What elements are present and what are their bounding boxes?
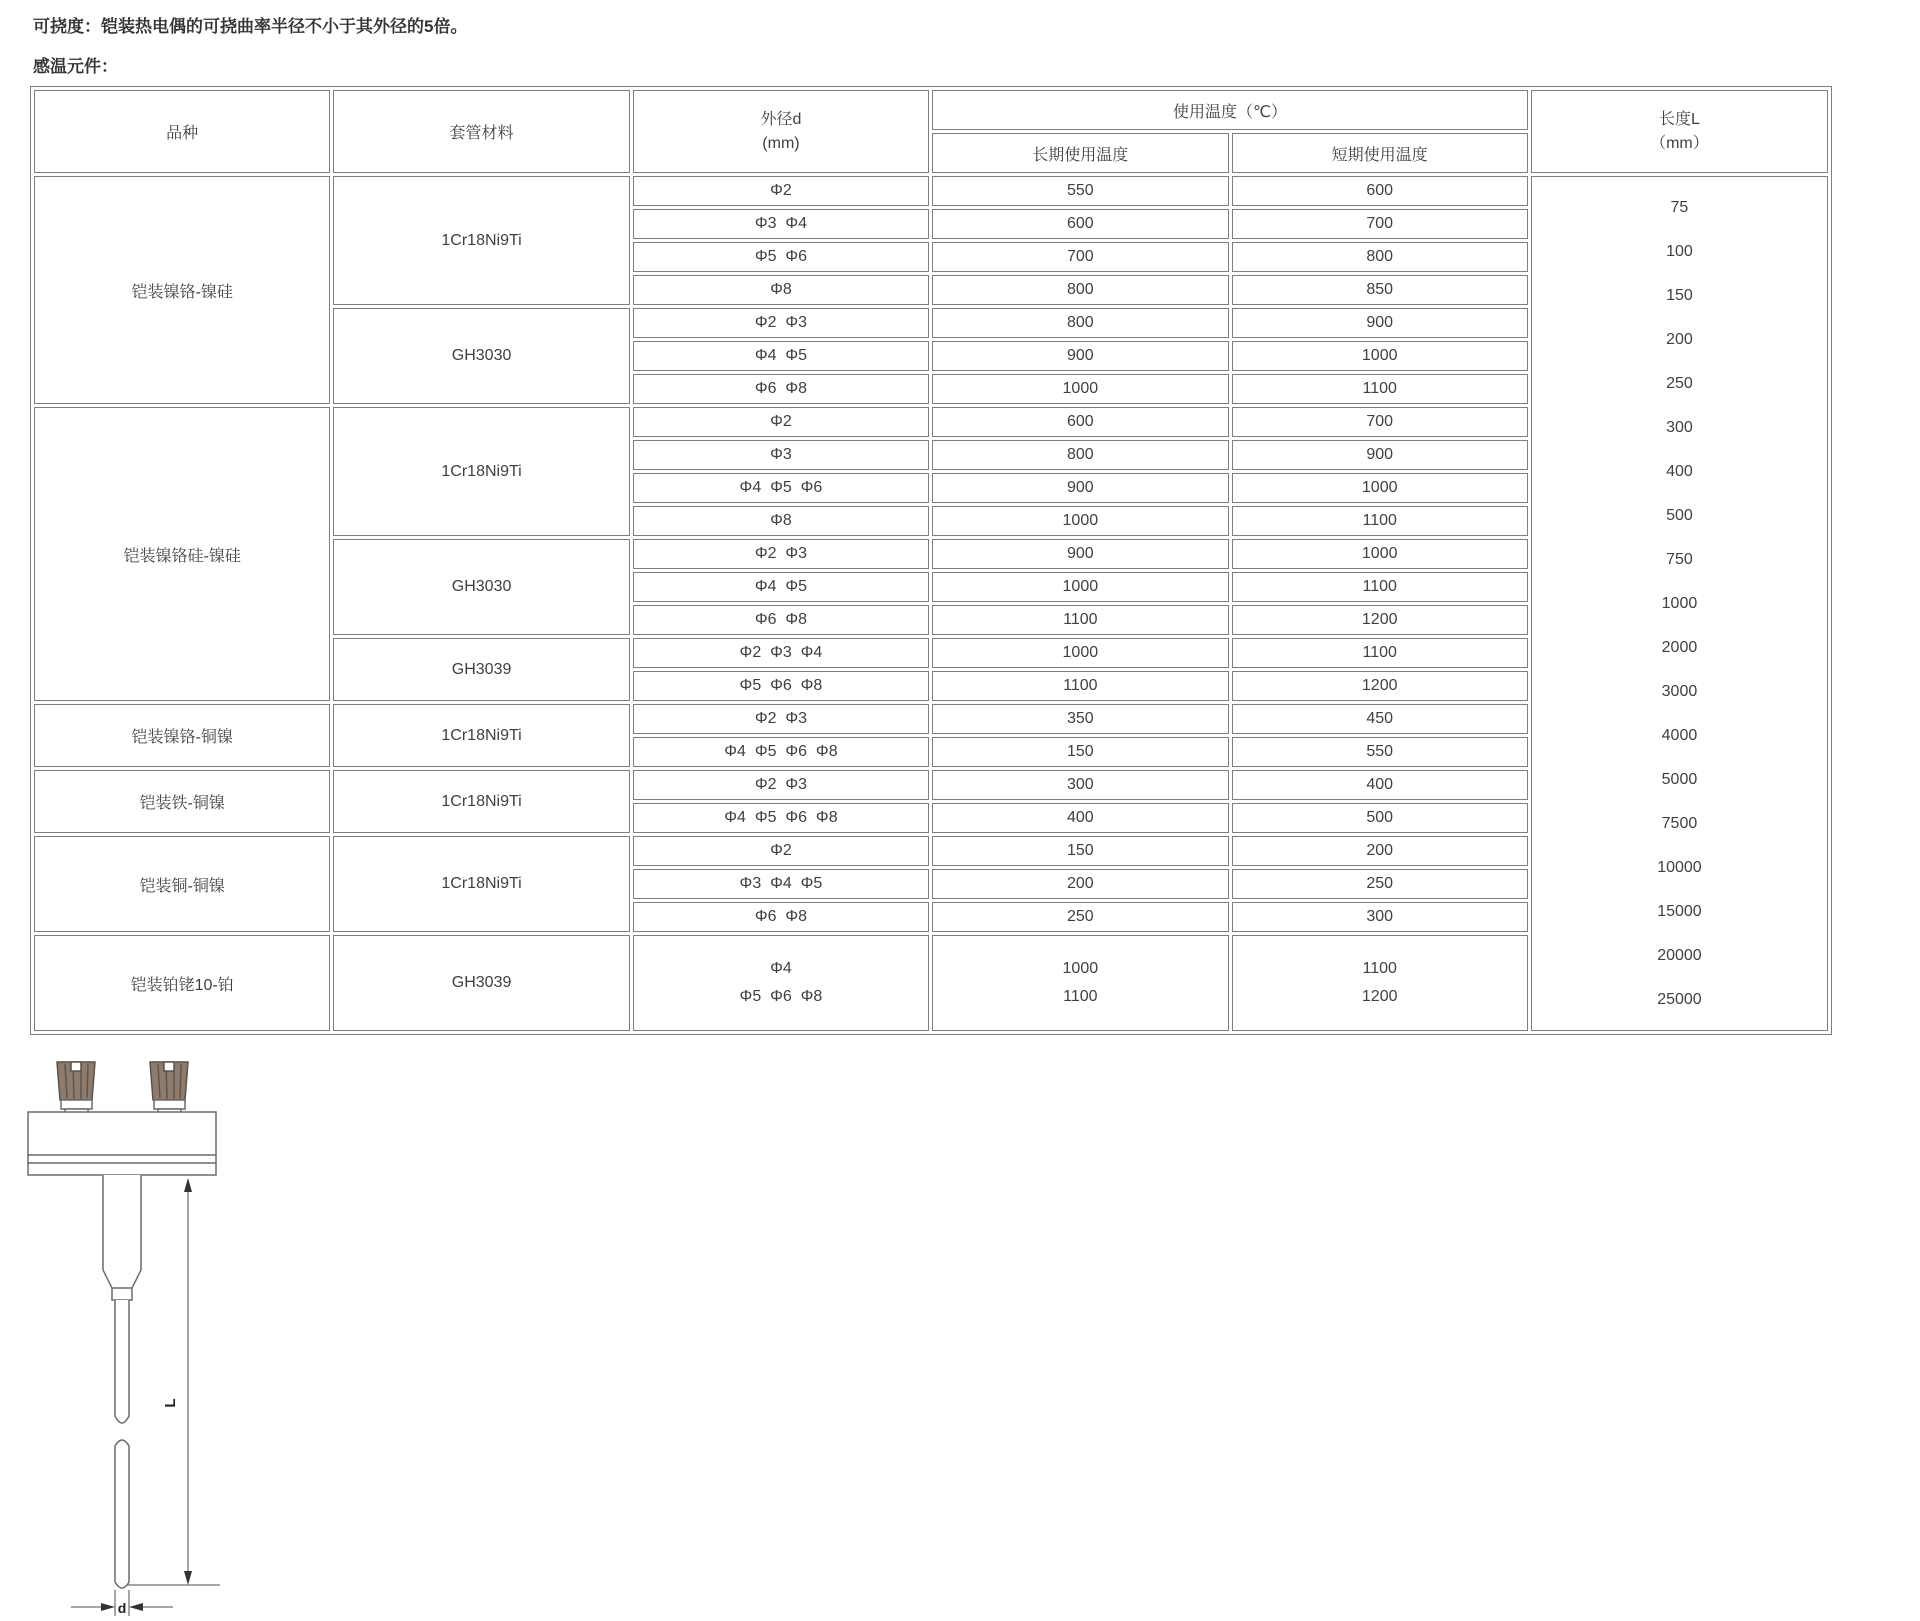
sheath-material-cell: 1Cr18Ni9Ti — [333, 836, 629, 932]
probe-sheath — [103, 1175, 141, 1588]
length-value: 10000 — [1657, 858, 1702, 876]
outer-diameter-cell: Φ4 Φ5 Φ6 Φ8 — [633, 803, 929, 833]
long-term-temp-cell: 150 — [932, 836, 1228, 866]
short-term-temp-cell: 1100 — [1232, 572, 1528, 602]
short-term-temp-cell: 1200 — [1232, 671, 1528, 701]
length-value: 150 — [1666, 286, 1693, 304]
outer-diameter-cell: Φ2 — [633, 176, 929, 206]
connection-head — [28, 1112, 216, 1175]
variety-cell: 铠装镍铬硅-镍硅 — [34, 407, 330, 701]
outer-diameter-cell: Φ2 — [633, 407, 929, 437]
short-term-temp-cell: 850 — [1232, 275, 1528, 305]
sheath-material-cell: GH3030 — [333, 539, 629, 635]
long-term-temp-cell: 350 — [932, 704, 1228, 734]
sheath-material-cell: GH3039 — [333, 935, 629, 1031]
col-header-use-temperature: 使用温度（℃） — [932, 90, 1528, 130]
length-value: 75 — [1670, 198, 1689, 216]
short-term-temp-cell: 1200 — [1232, 605, 1528, 635]
note-flexibility: 可挠度：铠装热电偶的可挠曲率半径不小于其外径的5倍。 — [33, 17, 468, 36]
short-term-temp-cell: 1100 — [1232, 506, 1528, 536]
outer-diameter-cell: Φ4 Φ5 Φ6 Φ8 — [633, 737, 929, 767]
short-term-temp-cell: 700 — [1232, 209, 1528, 239]
long-term-temp-cell: 1000 — [932, 506, 1228, 536]
length-value: 1000 — [1661, 594, 1698, 612]
length-value: 15000 — [1657, 902, 1702, 920]
outer-diameter-cell: Φ5 Φ6 — [633, 242, 929, 272]
outer-diameter-cell: Φ8 — [633, 506, 929, 536]
long-term-temp-cell: 300 — [932, 770, 1228, 800]
outer-diameter-cell: Φ2 — [633, 836, 929, 866]
long-term-temp-cell: 1000 — [932, 572, 1228, 602]
col-header-short-term: 短期使用温度 — [1232, 133, 1528, 173]
short-term-temp-cell: 700 — [1232, 407, 1528, 437]
short-term-temp-cell: 800 — [1232, 242, 1528, 272]
short-term-temp-cell: 1100 1200 — [1232, 935, 1528, 1031]
short-term-temp-cell: 1000 — [1232, 539, 1528, 569]
col-header-outer-diameter — [633, 90, 929, 173]
outer-diameter-cell: Φ6 Φ8 — [633, 605, 929, 635]
outer-diameter-cell: Φ4 Φ5 Φ6 Φ8 — [633, 935, 929, 1031]
variety-cell: 铠装铜-铜镍 — [34, 836, 330, 932]
sheath-material-cell: 1Cr18Ni9Ti — [333, 407, 629, 536]
table-row — [34, 176, 1828, 206]
col-header-variety: 品种 — [34, 90, 330, 173]
length-value: 5000 — [1661, 770, 1698, 788]
length-label: L — [162, 1398, 179, 1408]
long-term-temp-cell: 900 — [932, 539, 1228, 569]
diameter-label: d — [117, 1600, 127, 1616]
length-value: 20000 — [1657, 946, 1702, 964]
long-term-temp-cell: 550 — [932, 176, 1228, 206]
short-term-temp-cell: 1100 — [1232, 638, 1528, 668]
short-term-temp-cell: 200 — [1232, 836, 1528, 866]
outer-diameter-line1: 外径d — [760, 110, 802, 128]
outer-diameter-cell: Φ2 Φ3 — [633, 539, 929, 569]
length-value: 300 — [1666, 418, 1693, 436]
outer-diameter-cell: Φ4 Φ5 Φ6 — [633, 473, 929, 503]
long-term-temp-cell: 700 — [932, 242, 1228, 272]
variety-cell: 铠装铂铑10-铂 — [34, 935, 330, 1031]
short-term-temp-cell: 600 — [1232, 176, 1528, 206]
outer-diameter-cell: Φ3 Φ4 — [633, 209, 929, 239]
long-term-temp-cell: 600 — [932, 209, 1228, 239]
col-header-length — [1531, 90, 1828, 173]
long-term-temp-cell: 800 — [932, 440, 1228, 470]
short-term-temp-cell: 1000 — [1232, 341, 1528, 371]
outer-diameter-cell: Φ6 Φ8 — [633, 374, 929, 404]
outer-diameter-cell: Φ4 Φ5 — [633, 572, 929, 602]
sheath-material-cell: 1Cr18Ni9Ti — [333, 176, 629, 305]
outer-diameter-cell: Φ2 Φ3 — [633, 770, 929, 800]
terminal-knob-icon — [150, 1062, 188, 1119]
short-term-temp-cell: 500 — [1232, 803, 1528, 833]
outer-diameter-cell: Φ2 Φ3 — [633, 704, 929, 734]
long-term-temp-cell: 600 — [932, 407, 1228, 437]
length-value: 750 — [1666, 550, 1693, 568]
long-term-temp-cell: 1100 — [932, 671, 1228, 701]
variety-cell: 铠装铁-铜镍 — [34, 770, 330, 833]
long-term-temp-cell: 1000 — [932, 638, 1228, 668]
length-value: 3000 — [1661, 682, 1698, 700]
outer-diameter-cell: Φ6 Φ8 — [633, 902, 929, 932]
long-term-temp-cell: 150 — [932, 737, 1228, 767]
note-sensing-element: 感温元件： — [33, 57, 118, 76]
length-value: 400 — [1666, 462, 1693, 480]
outer-diameter-cell: Φ5 Φ6 Φ8 — [633, 671, 929, 701]
long-term-temp-cell: 900 — [932, 473, 1228, 503]
length-value: 25000 — [1657, 990, 1702, 1008]
short-term-temp-cell: 1000 — [1232, 473, 1528, 503]
outer-diameter-cell: Φ2 Φ3 Φ4 — [633, 638, 929, 668]
outer-diameter-line2: (mm) — [762, 134, 800, 152]
length-value: 4000 — [1661, 726, 1698, 744]
sheath-material-cell: GH3030 — [333, 308, 629, 404]
variety-cell: 铠装镍铬-镍硅 — [34, 176, 330, 404]
short-term-temp-cell: 400 — [1232, 770, 1528, 800]
thermocouple-spec-table — [30, 86, 1832, 1035]
length-value: 100 — [1666, 242, 1693, 260]
long-term-temp-cell: 250 — [932, 902, 1228, 932]
long-term-temp-cell: 400 — [932, 803, 1228, 833]
short-term-temp-cell: 550 — [1232, 737, 1528, 767]
length-value: 250 — [1666, 374, 1693, 392]
long-term-temp-cell: 800 — [932, 275, 1228, 305]
length-value: 7500 — [1661, 814, 1698, 832]
short-term-temp-cell: 450 — [1232, 704, 1528, 734]
terminal-knob-icon — [57, 1062, 95, 1119]
length-value: 2000 — [1661, 638, 1698, 656]
long-term-temp-cell: 1100 — [932, 605, 1228, 635]
short-term-temp-cell: 300 — [1232, 902, 1528, 932]
short-term-temp-cell: 1100 — [1232, 374, 1528, 404]
long-term-temp-cell: 1000 — [932, 374, 1228, 404]
outer-diameter-cell: Φ4 Φ5 — [633, 341, 929, 371]
short-term-temp-cell: 900 — [1232, 308, 1528, 338]
long-term-temp-cell: 200 — [932, 869, 1228, 899]
sheath-material-cell: 1Cr18Ni9Ti — [333, 704, 629, 767]
outer-diameter-cell: Φ2 Φ3 — [633, 308, 929, 338]
sheath-material-cell: 1Cr18Ni9Ti — [333, 770, 629, 833]
outer-diameter-cell: Φ3 Φ4 Φ5 — [633, 869, 929, 899]
col-header-long-term: 长期使用温度 — [932, 133, 1228, 173]
short-term-temp-cell: 900 — [1232, 440, 1528, 470]
long-term-temp-cell: 1000 1100 — [932, 935, 1228, 1031]
length-header-line2: （mm） — [1650, 134, 1709, 152]
sheath-material-cell: GH3039 — [333, 638, 629, 701]
length-header-line1: 长度L — [1658, 110, 1700, 128]
thermocouple-diagram — [15, 1058, 255, 1620]
short-term-temp-cell: 250 — [1232, 869, 1528, 899]
variety-cell: 铠装镍铬-铜镍 — [34, 704, 330, 767]
length-list-cell — [1531, 176, 1828, 1031]
long-term-temp-cell: 800 — [932, 308, 1228, 338]
long-term-temp-cell: 900 — [932, 341, 1228, 371]
length-value: 500 — [1666, 506, 1693, 524]
length-value: 200 — [1666, 330, 1693, 348]
outer-diameter-cell: Φ8 — [633, 275, 929, 305]
outer-diameter-cell: Φ3 — [633, 440, 929, 470]
col-header-sheath-material: 套管材料 — [333, 90, 629, 173]
